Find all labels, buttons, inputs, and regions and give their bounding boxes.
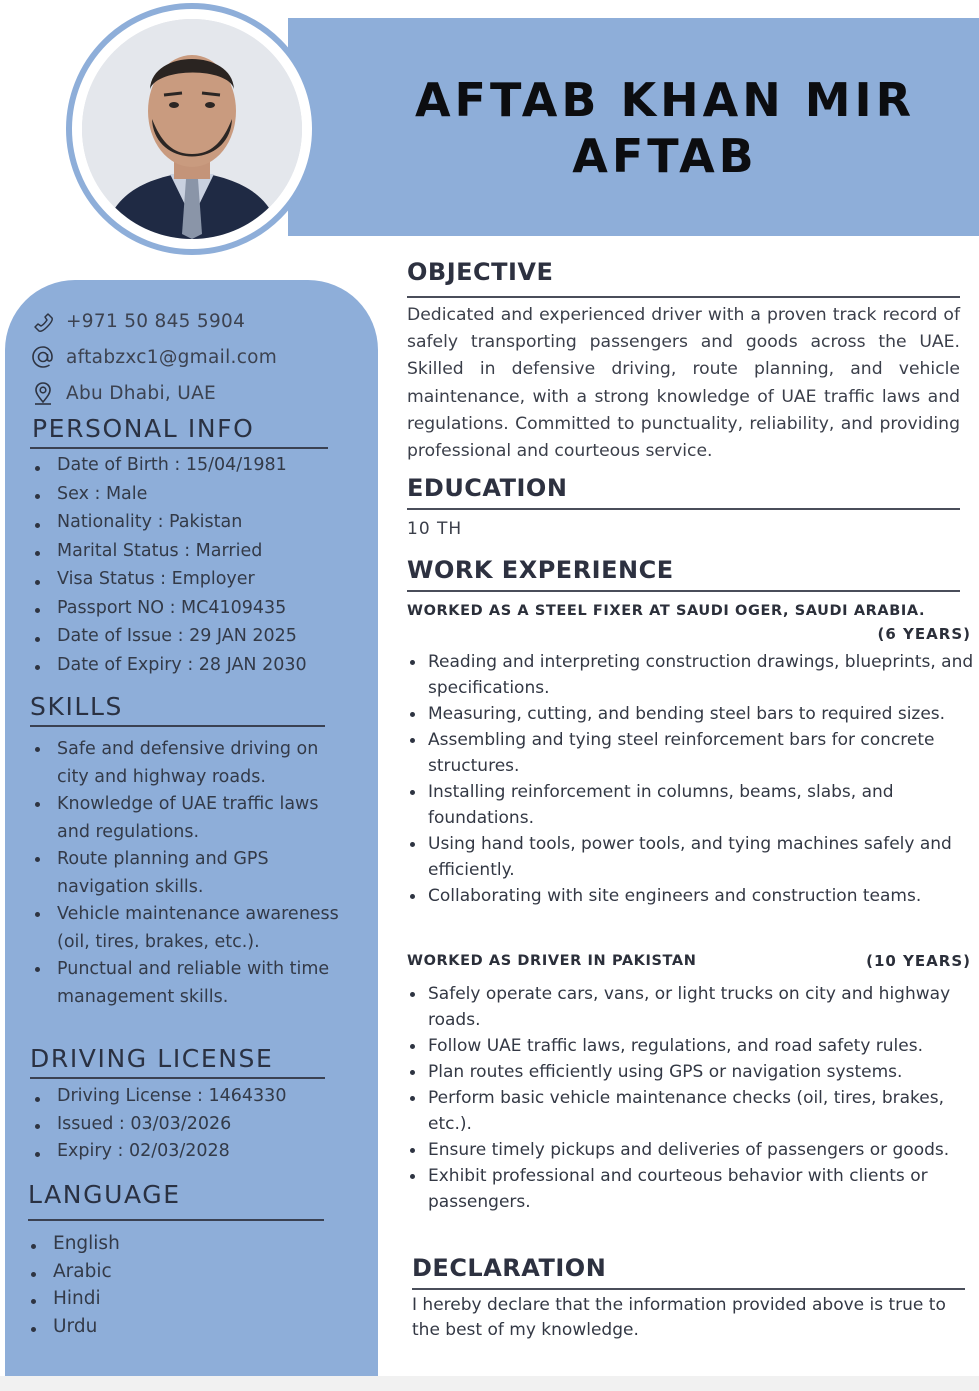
contact-email	[30, 344, 277, 370]
skills-heading: SKILLS	[30, 692, 123, 721]
declaration-text: I hereby declare that the information provided above is true to the best of my knowledge.	[412, 1295, 946, 1340]
list-item: Exhibit professional and courteous behavior with clients or passengers.	[407, 1163, 975, 1215]
list-item: Plan routes efficiently using GPS or navigation systems.	[407, 1059, 975, 1085]
list-item: Follow UAE traffic laws, regulations, and road safety rules.	[407, 1033, 975, 1059]
contact-phone	[30, 308, 245, 334]
page-bottom-band	[0, 1376, 979, 1391]
list-item: Nationality : Pakistan	[30, 512, 360, 541]
language-heading: LANGUAGE	[28, 1180, 181, 1209]
declaration-rule	[412, 1288, 965, 1290]
profile-photo-frame	[66, 3, 318, 255]
language-rule	[28, 1219, 324, 1221]
list-item: Expiry : 02/03/2028	[30, 1141, 360, 1169]
list-item: Safely operate cars, vans, or light trucks on city and highway roads.	[407, 981, 975, 1033]
list-item: Measuring, cutting, and bending steel bars to required sizes.	[407, 701, 975, 727]
list-item: Passport NO : MC4109435	[30, 598, 360, 627]
profile-photo	[82, 19, 302, 239]
education-text: 10 TH	[407, 519, 463, 539]
declaration-heading: DECLARATION	[412, 1254, 607, 1282]
list-item: Date of Issue : 29 JAN 2025	[30, 626, 360, 655]
objective-rule	[407, 296, 960, 298]
list-item: Urdu	[26, 1316, 356, 1344]
job-title-driver: WORKED AS DRIVER IN PAKISTAN	[407, 953, 697, 969]
driving-license-list	[30, 1086, 360, 1169]
list-item: English	[26, 1233, 356, 1261]
list-item: Arabic	[26, 1261, 356, 1289]
list-item: Safe and defensive driving on city and highway roads.	[30, 736, 345, 791]
job-years-steel-fixer: (6 YEARS)	[877, 625, 971, 643]
list-item: Vehicle maintenance awareness (oil, tires, brakes, etc.).	[30, 901, 345, 956]
job-years-driver: (10 YEARS)	[866, 952, 971, 970]
list-item: Ensure timely pickups and deliveries of passengers or goods.	[407, 1137, 975, 1163]
list-item: Using hand tools, power tools, and tying machines safely and efficiently.	[407, 831, 975, 883]
candidate-name: AFTAB KHAN MIR AFTAB	[414, 73, 916, 183]
work-experience-heading: WORK EXPERIENCE	[407, 556, 674, 584]
skills-rule	[30, 725, 325, 727]
list-item: Assembling and tying steel reinforcement bars for concrete structures.	[407, 727, 975, 779]
driving-license-heading: DRIVING LICENSE	[30, 1044, 274, 1073]
driver-duties	[407, 981, 975, 1215]
list-item: Knowledge of UAE traffic laws and regulations.	[30, 791, 345, 846]
personal-info-list	[30, 455, 360, 683]
job-title-steel-fixer: WORKED AS A STEEL FIXER AT SAUDI OGER, SAUDI ARABIA.	[407, 603, 926, 619]
list-item: Date of Expiry : 28 JAN 2030	[30, 655, 360, 684]
list-item: Driving License : 1464330	[30, 1086, 360, 1114]
list-item: Marital Status : Married	[30, 541, 360, 570]
personal-info-heading: PERSONAL INFO	[32, 414, 255, 443]
language-list	[26, 1233, 356, 1343]
list-item: Sex : Male	[30, 484, 360, 513]
education-heading: EDUCATION	[407, 474, 568, 502]
list-item: Installing reinforcement in columns, beams, slabs, and foundations.	[407, 779, 975, 831]
skills-list	[30, 736, 345, 1011]
list-item: Hindi	[26, 1288, 356, 1316]
list-item: Punctual and reliable with time management skills.	[30, 956, 345, 1011]
location-text: Abu Dhabi, UAE	[66, 382, 217, 404]
list-item: Perform basic vehicle maintenance checks (oil, tires, brakes, etc.).	[407, 1085, 975, 1137]
phone-text: +971 50 845 5904	[66, 310, 246, 332]
objective-heading: OBJECTIVE	[407, 258, 554, 286]
phone-icon	[30, 308, 56, 334]
email-text: aftabzxc1@gmail.com	[66, 346, 278, 368]
list-item: Route planning and GPS navigation skills.	[30, 846, 345, 901]
contact-location	[30, 380, 216, 406]
list-item: Reading and interpreting construction drawings, blueprints, and specifications.	[407, 649, 975, 701]
email-icon	[30, 344, 56, 370]
list-item: Visa Status : Employer	[30, 569, 360, 598]
education-rule	[407, 508, 960, 510]
driving-license-rule	[30, 1077, 325, 1079]
list-item: Issued : 03/03/2026	[30, 1114, 360, 1142]
location-icon	[30, 380, 56, 406]
list-item: Date of Birth : 15/04/1981	[30, 455, 360, 484]
objective-text: Dedicated and experienced driver with a proven track record of safely transporting passengers and goods across the UAE. Skilled in defensive driving, route planning, and vehicle maintenance, with a strong knowledge of UAE traffic laws and regulations. Committed to punctuality, reliability, and providing professional and courteous service.	[407, 305, 960, 462]
work-experience-rule	[407, 590, 960, 592]
steel-fixer-duties	[407, 649, 975, 909]
personal-info-rule	[30, 447, 328, 449]
list-item: Collaborating with site engineers and construction teams.	[407, 883, 975, 909]
